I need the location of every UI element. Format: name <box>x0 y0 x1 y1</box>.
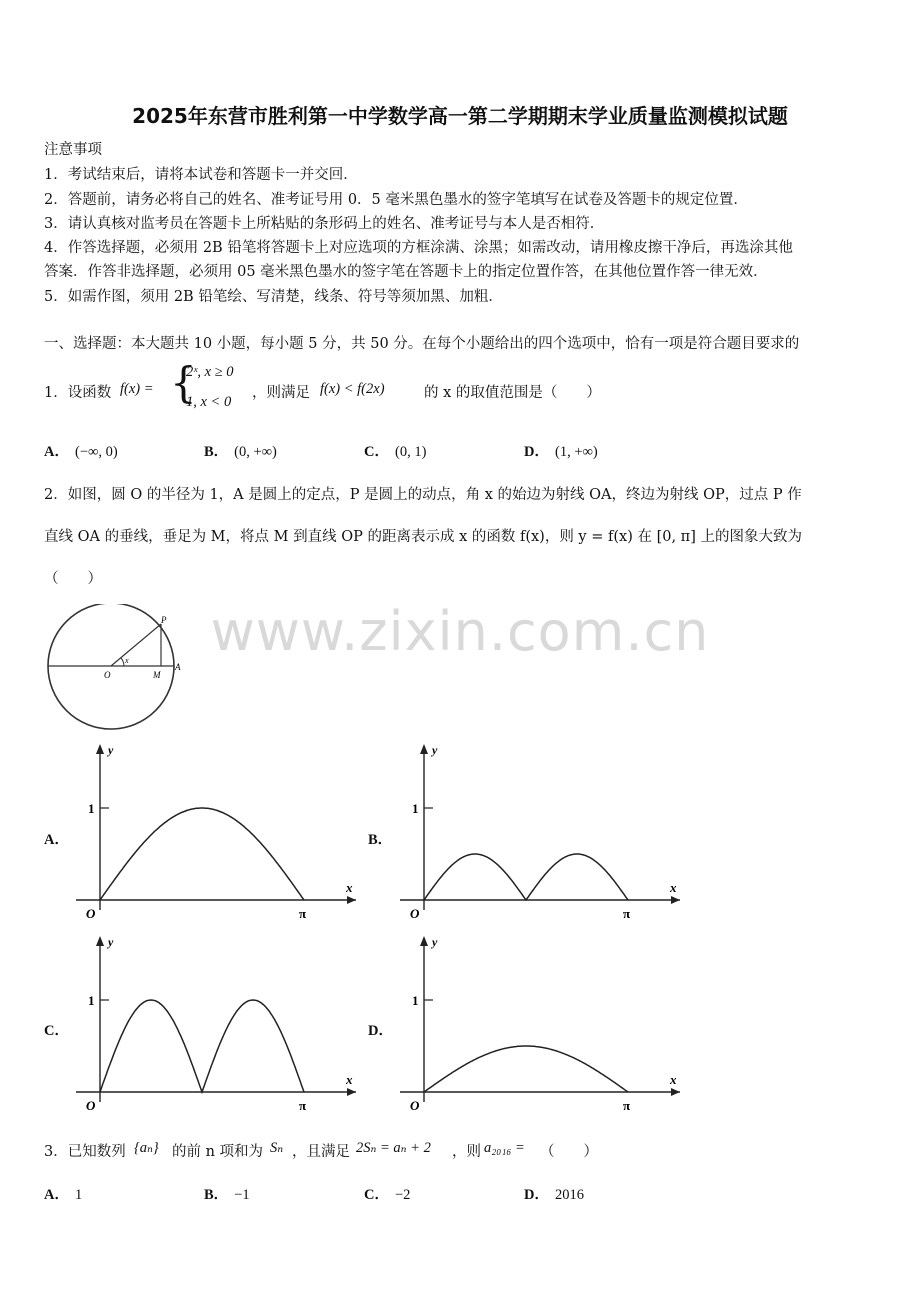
y-axis-arrow <box>420 936 428 946</box>
x-axis-arrow <box>671 1088 680 1096</box>
x-axis-arrow <box>347 896 356 904</box>
angle-arc <box>121 658 124 666</box>
q3-option-b: B． −1 <box>204 1187 250 1203</box>
q1-suffix: 的 x 的取值范围是（ ） <box>424 385 601 401</box>
label-y: y <box>108 743 114 757</box>
graph-option-c <box>66 932 370 1117</box>
note-item: 答案．作答非选择题，必须用 05 毫米黑色墨水的签字笔在答题卡上的指定位置作答，在其他位置作答一律无效． <box>44 264 768 280</box>
function-curve <box>424 854 628 900</box>
page-title: 2025年东营市胜利第一中学数学高一第二学期期末学业质量监测模拟试题 <box>132 104 788 128</box>
q2-circle-figure <box>44 604 184 734</box>
q1-inequality: f(x) < f(2x) <box>320 381 385 397</box>
q1-option-a: A． (−∞, 0) <box>44 444 118 460</box>
q1-option-d: D． (1, +∞) <box>524 444 598 460</box>
q3-mid1: 的前 n 项和为 <box>172 1144 264 1160</box>
label-origin: O <box>86 1098 96 1113</box>
q3-prefix: 3．已知数列 <box>44 1144 126 1160</box>
q1-middle: ，则满足 <box>252 385 310 401</box>
label-one: 1 <box>88 993 95 1008</box>
label-one: 1 <box>412 801 419 816</box>
note-item: 3．请认真核对监考员在答题卡上所粘贴的条形码上的姓名、准考证号与本人是否相符． <box>44 216 605 232</box>
q1-brace: { <box>170 358 197 407</box>
label-x: x <box>670 1072 677 1087</box>
q3-equation: 2Sₙ = aₙ + 2 <box>356 1140 431 1156</box>
graph-option-b <box>390 740 694 925</box>
label-one: 1 <box>412 993 419 1008</box>
label-x: x <box>346 1072 353 1087</box>
label-o: O <box>104 670 111 680</box>
x-axis-arrow <box>347 1088 356 1096</box>
q2-option-b: B． <box>368 832 393 848</box>
q2-line2: 直线 OA 的垂线，垂足为 M，将点 M 到直线 OP 的距离表示成 x 的函数 f(x)，则 y = f(x) 在 [0, π] 上的图象大致为 <box>44 529 802 545</box>
q3-option-d: D． 2016 <box>524 1187 584 1203</box>
label-m: M <box>153 670 161 680</box>
note-item: 4．作答选择题，必须用 2B 铅笔将答题卡上对应选项的方框涂满、涂黑；如需改动，请用橡皮擦干净后，再选涂其他 <box>44 240 793 256</box>
q1-fx: f(x) = <box>120 381 154 397</box>
q3-option-c: C． −2 <box>364 1187 411 1203</box>
graph-option-a <box>66 740 370 925</box>
q3-option-a: A． 1 <box>44 1187 83 1203</box>
q3-target: a₂₀₁₆ = <box>484 1140 525 1156</box>
q2-line1: 2．如图，圆 O 的半径为 1，A 是圆上的定点，P 是圆上的动点，角 x 的始边为射线 OA，终边为射线 OP，过点 P 作 <box>44 487 802 503</box>
label-pi: π <box>623 1098 631 1113</box>
q3-mid3: ，则 <box>452 1144 481 1160</box>
q1-case2: 1, x < 0 <box>186 394 232 410</box>
q2-option-c: C． <box>44 1023 69 1039</box>
q2-option-d: D． <box>368 1023 393 1039</box>
label-x: x <box>670 880 677 895</box>
ray-op <box>111 624 161 666</box>
q3-sn: Sₙ <box>270 1140 284 1156</box>
y-axis-arrow <box>96 744 104 754</box>
section-heading: 一、选择题：本大题共 10 小题，每小题 5 分，共 50 分。在每个小题给出的四个选项中，恰有一项是符合题目要求的 <box>44 336 800 352</box>
label-y: y <box>108 935 114 949</box>
label-angle-x: x <box>125 656 129 665</box>
q2-option-a: A． <box>44 832 69 848</box>
function-curve <box>424 1046 628 1092</box>
watermark: www.zixin.com.cn <box>210 600 710 663</box>
label-pi: π <box>299 1098 307 1113</box>
q1-prefix: 1．设函数 <box>44 385 112 401</box>
function-curve <box>100 808 304 900</box>
label-pi: π <box>623 906 631 921</box>
label-origin: O <box>410 906 420 921</box>
label-y: y <box>432 935 438 949</box>
y-axis-arrow <box>420 744 428 754</box>
note-item: 1．考试结束后，请将本试卷和答题卡一并交回． <box>44 167 358 183</box>
note-item: 2．答题前，请务必将自己的姓名、准考证号用 0．5 毫米黑色墨水的签字笔填写在试卷及答题卡的规定位置． <box>44 192 748 208</box>
label-origin: O <box>86 906 96 921</box>
q2-line3: （ ） <box>44 571 102 587</box>
q1-case1: 2ˣ, x ≥ 0 <box>186 364 234 380</box>
label-p: P <box>161 615 167 625</box>
label-pi: π <box>299 906 307 921</box>
label-x: x <box>346 880 353 895</box>
q3-suffix: （ ） <box>540 1144 598 1160</box>
label-one: 1 <box>88 801 95 816</box>
x-axis-arrow <box>671 896 680 904</box>
q1-option-c: C． (0, 1) <box>364 444 427 460</box>
function-curve <box>100 1000 304 1092</box>
graph-option-d <box>390 932 694 1117</box>
notes-heading: 注意事项 <box>44 142 102 158</box>
note-item: 5．如需作图，须用 2B 铅笔绘、写清楚，线条、符号等须加黑、加粗． <box>44 289 503 305</box>
label-y: y <box>432 743 438 757</box>
q3-sequence: {aₙ} <box>134 1140 159 1156</box>
label-origin: O <box>410 1098 420 1113</box>
y-axis-arrow <box>96 936 104 946</box>
label-a: A <box>175 662 181 672</box>
q3-mid2: ，且满足 <box>292 1144 350 1160</box>
q1-option-b: B． (0, +∞) <box>204 444 277 460</box>
